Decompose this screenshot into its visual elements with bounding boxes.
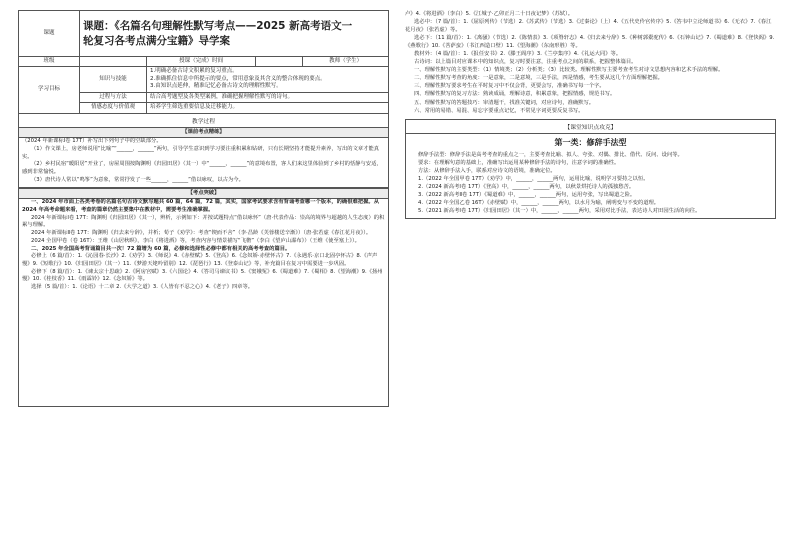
lesson-time-label: 授课（完成）时间 (147, 57, 256, 67)
breakthrough-paragraph: 2024 年新课标Ⅰ卷 17T：陶渊明《归园田居》（其一），辨析，示例如下：并按试题特点“借以咏怀”（唐·代表作品：崇高的境界与超越的人生态度）的积累与理解。 (22, 214, 385, 229)
breakthrough-paragraph: 2024 全国甲卷（卷 16T）：王维《山居秋暝》，李白《将进酒》等，考查内容与情景描写“飞檐”（李白《望庐山瀑布》）（王维《使至塞上》）。 (31, 237, 360, 244)
question-item: 4.（2022 年全国乙卷 16T）《赤壁赋》中，______，______两句，以水月为喻，阐明变与不变的道理。 (418, 200, 660, 207)
question-item: 5.（2021 新高考Ⅰ卷 17T）《归园田居》（其一）中，______，______两句，采用对比手法，表达诗人对田园生活的向往。 (418, 208, 701, 215)
method-paragraph: 方法：从修辞手法入手，联系对应诗文的语境，准确定位。 (418, 167, 556, 174)
goal-process-label: 过程与方法 (80, 92, 147, 102)
classroom-knowledge-title: 【课堂知识点攻克】 (406, 120, 775, 134)
right-paragraph: 一、理解性默写的主要类型：（1）情境类；（2）分析类；（3）比较类。理解性默写主要考查考生对诗文思想内容和艺术手法的理解。 (414, 67, 724, 74)
right-paragraph: 卢》4.《将进酒》（李白）5.《江城子·乙卯正月二十日夜记梦》（苏轼）。 (405, 11, 574, 17)
pre-class-line: （1）作文课上，房老师说用“比喻”“______，______”两句，引导学生意识到学习要注重积累和钻研，只有长期坚持才能提升素养，写出的文章才能真实。 (22, 145, 380, 160)
pre-class-section (18, 128, 389, 188)
breakthrough-paragraph: 2024 年新课标Ⅱ卷 17T：陶渊明《归去来兮辞》，并析；荀子《劝学》：考查“锲而不舍”（李·昌龄《芙蓉楼送辛渐》）（唐·张若虚《春江花月夜》）。 (31, 230, 372, 237)
lesson-label: 课题 (19, 11, 80, 57)
right-paragraph: 古诗词：以上篇目对应课本中的知识点，复习时要注意，注重考点之间的联系，把握整体篇目。 (414, 59, 637, 66)
question-item: 3.（2022 新高考Ⅱ卷 17T）《蜀道难》中，______，______两句，运用夸张，写出蜀道之险。 (418, 192, 636, 198)
pre-class-line: （3）唐代诗人常以“鸣筝”为意象，常常抒发了一些______，______”借以咏叹，以古为今。 (31, 176, 244, 183)
classroom-knowledge-box (405, 119, 776, 220)
goal-attitude-content: 培养学生筛选重要信息及迁移能力。 (147, 103, 389, 113)
right-paragraph: 选必下：（11 篇/首）：1.《离骚》（节选）2.《陈情表》3.《项脊轩志》4.《归去来兮辞》5.《种树郭橐驼传》6.《石钟山记》7.《蜀道难》8.《登快阁》9.《燕歌行》10.《菩萨蛮》（书江西造口壁）11.《望海潮》（东南形胜）等。 (405, 35, 775, 50)
question-item: 1.（2022 年全国甲卷 17T）《劝学》中，______，______两句，运用比喻，说明学习要持之以恒。 (418, 175, 649, 182)
right-paragraph: 六、常用的易错、易混、易忘字要重点记忆，不常见字词更要反复书写。 (414, 107, 584, 114)
teacher-label: 教师（学生） (303, 57, 389, 67)
breakthrough-section (18, 188, 389, 407)
process-title: 教学过程 (18, 114, 389, 128)
pre-class-line: （2024 年新课标Ⅰ卷 17T）补写出下列句子中的空缺部分。 (22, 138, 162, 145)
goal-knowledge-label: 知识与技能 (80, 67, 147, 92)
right-paragraph: 二、理解性默写考查的角度：一是意象，二是意境，三是手法，四是情感，考生要从这几个方面理解把握。 (414, 75, 663, 82)
right-paragraph: 五、理解性默写的答题技巧：审清题干，找准关键词，对应诗句，准确默写。 (414, 99, 595, 106)
rhetoric-section-title: 第一类：修辞手法型 (554, 137, 627, 147)
goal-process-content: 结合高考题型及各类型案例，准确把握理解性默写的诗句。 (147, 92, 389, 102)
lesson-time-field[interactable] (256, 57, 303, 67)
lesson-header-table (18, 10, 389, 114)
right-paragraph: 三、理解性默写要求考生在平时复习中不仅会背，更要会写，准确书写每一个字。 (414, 83, 605, 90)
goal-knowledge-content: 1.明确必备古诗文积累的复习重点。 2.准确抓住信息中所提示的要点，常用意象及其含义的整合体现的要点。 3.由知识点延伸，精准记忆必备古诗文的理解性默写。 (147, 67, 389, 92)
classroom-knowledge-content (406, 137, 775, 219)
method-paragraph: 修辞手法型：修辞手法是高考考查的重点之一，主要考查比喻、拟人、夸张、对偶、排比、借代、反问、设问等。 (418, 151, 683, 158)
breakthrough-paragraph: 选择（5 篇/首）：1.《论语》十二章 2.《大学之道》3.《人皆有不忍之心》4.《老子》四章等。 (31, 284, 254, 291)
class-label: 班级 (19, 57, 80, 67)
goals-label: 学习目标 (19, 67, 80, 113)
right-paragraph: 教材外：（4 篇/首）：1.《报任安书》2.《滕王阁序》3.《兰亭集序》4.《礼运大同》等。 (414, 51, 622, 58)
breakthrough-paragraph: 一、2024 年市面上各类考卷的名篇名句古诗文默写题共 60 篇，64 篇，72 篇，其实，国家考试要求含有背诵考查哪一个版本，的确很难把握。从 2024 年高考命题来看，考查的篇章仍然主要集中在教材中，需要考生准确掌握。 (22, 199, 380, 213)
method-paragraph: 要求：在理解句意的基础上，准确写出运用某种修辞手法的诗句，注意字词的准确性。 (418, 159, 620, 166)
right-page (397, 0, 794, 560)
right-paragraph: 选必中：（7 篇/首）：1.《屈原列传》（节选）2.《苏武传》（节选）3.《过秦论》（上）4.《五代史伶官传序》5.《答韦中立论师道书》6.《无衣》7.《春江花月夜》（张若虚）等。 (405, 19, 772, 34)
goal-attitude-label: 情感态度与价值观 (80, 103, 147, 113)
breakthrough-paragraph: 必修下（8 篇/首）：1.《谏太宗十思疏》2.《阿房宫赋》3.《六国论》4.《答司马谏议书》5.《窦娥冤》6.《蜀道难》7.《蜀相》8.《望海潮》9.《扬州慢》10.《桂枝香》11.《雨霖铃》12.《念奴娇》等。 (22, 268, 383, 283)
breakthrough-title: 【考点突破】 (19, 188, 388, 200)
page-title: 课题：《名篇名句理解性默写考点——2025 新高考语文一 轮复习各考点满分宝籍》导学案 (80, 11, 389, 57)
breakthrough-paragraph: 必修上（6 篇/首）：1.《沁园春·长沙》2.《劝学》3.《师说》4.《赤壁赋》5.《登高》6.《念奴娇·赤壁怀古》7.《永遇乐·京口北固亭怀古》8.《声声慢》9.《短歌行》10.《归园田居》（其一）11.《梦游天姥吟留别》12.《琵琶行》13.《登泰山记》等，补充篇目在复习中需要进一步巩固。 (22, 253, 378, 268)
right-top-text (405, 10, 776, 115)
pre-class-line: （2）乡村民宿“暖阳居”开业了，房屋周围按陶渊明《归园田居》（其一）中“______，______”的意境布置，客人们来这里体验到了乡村的恬静与安适，感到非常愉悦。 (22, 161, 382, 176)
pre-class-title: 【课前考点精练】 (19, 128, 388, 139)
breakthrough-paragraph: 二、2025 年全国高考背诵篇目共一次！72 篇增为 60 篇，必修和选择性必修中都有相关的高考考查的篇目。 (31, 245, 291, 252)
question-item: 2.（2024 新高考Ⅰ卷 17T）《登高》中，______，______两句，以秋景烘托诗人的孤独愁苦。 (418, 183, 635, 190)
right-paragraph: 四、理解性默写的复习方法：熟读成诵，理解诗意，积累意象，把握情感，规范书写。 (414, 91, 616, 98)
class-field[interactable] (80, 57, 147, 67)
